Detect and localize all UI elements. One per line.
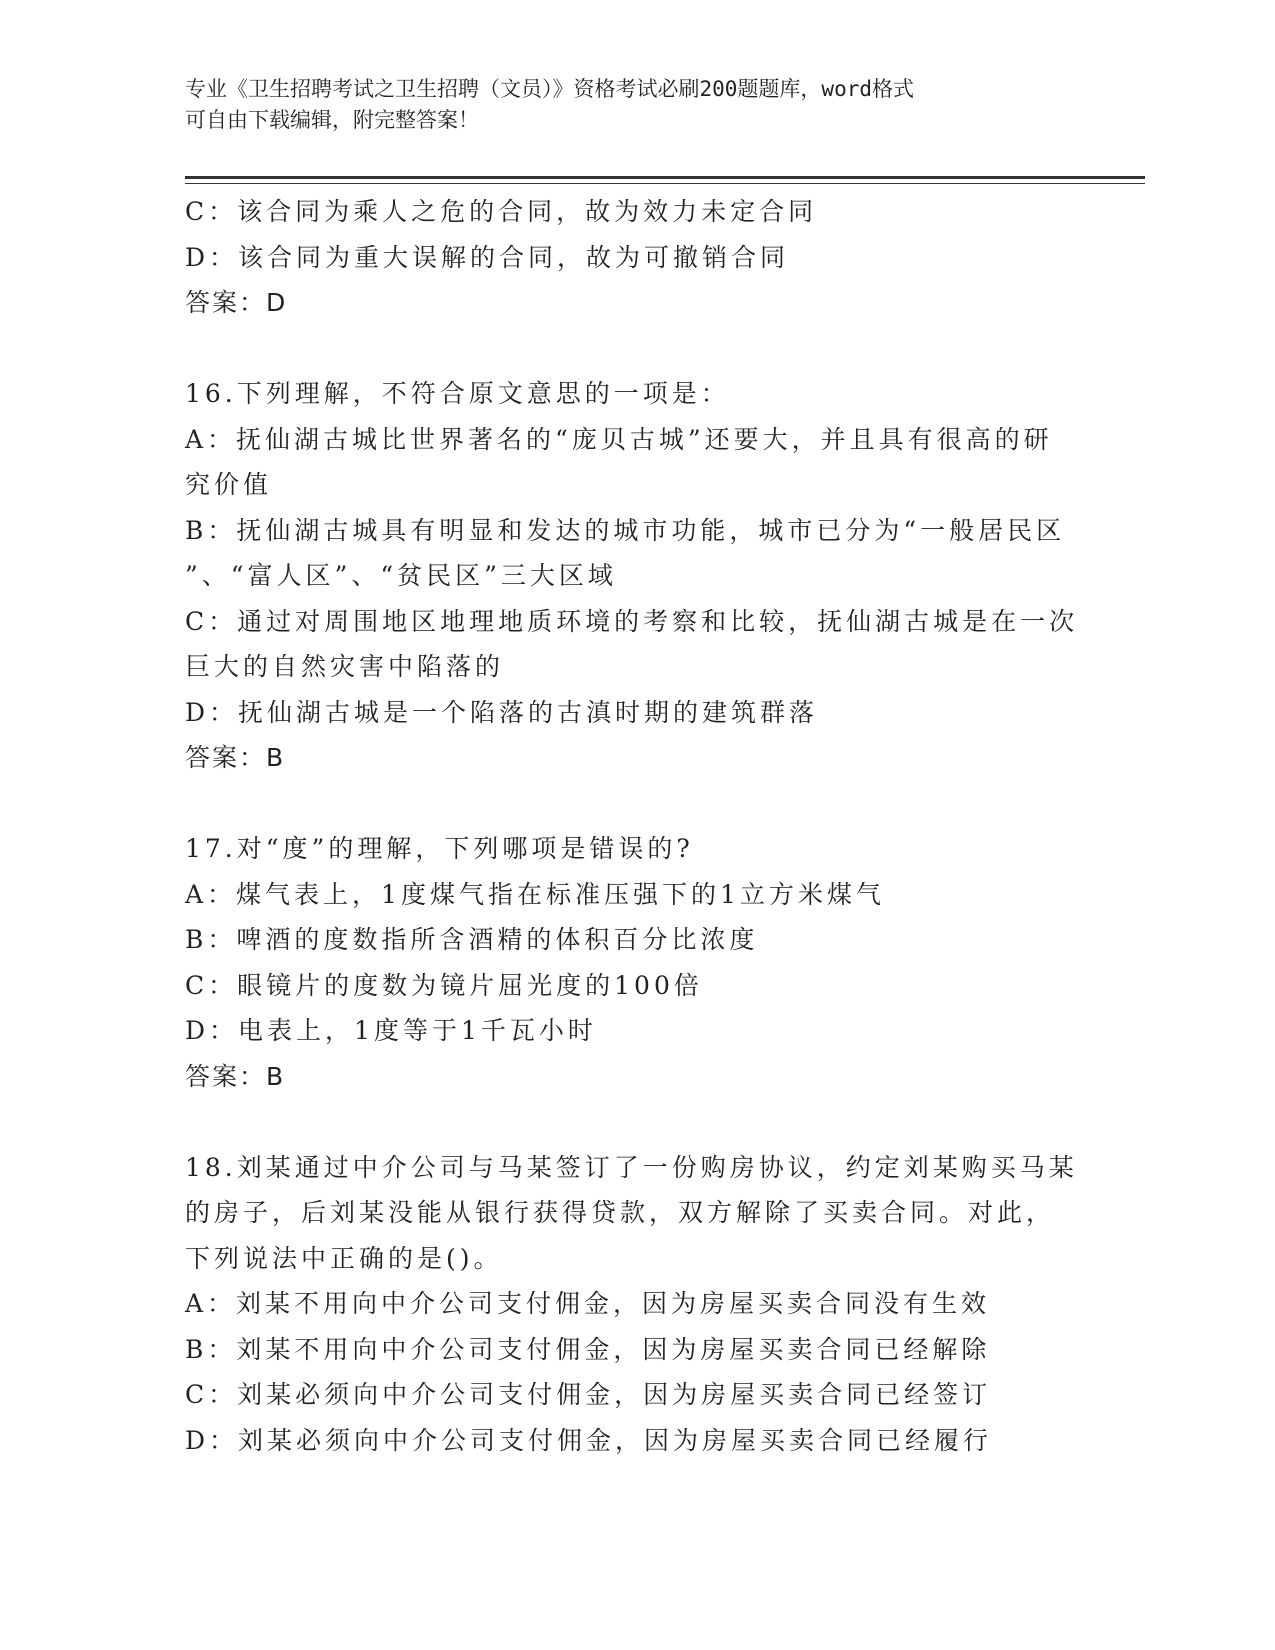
option-b: B：抚仙湖古城具有明显和发达的城市功能，城市已分为“一般居民区 — [185, 515, 1066, 545]
question-15-tail — [185, 189, 1075, 326]
option-d: D：电表上，1度等于1千瓦小时 — [185, 1016, 597, 1045]
question-list — [185, 189, 1079, 1463]
option-a: A：煤气表上，1度煤气指在标准压强下的1立方米煤气 — [185, 879, 885, 909]
option-b-continued: ”、“富人区”、“贫民区”三大区域 — [185, 561, 617, 590]
option-c: C：眼镜片的度数为镜片屈光度的100倍 — [185, 970, 703, 1000]
header-line-2: 可自由下载编辑，附完整答案！ — [185, 108, 479, 132]
header-rule-thin — [185, 183, 1145, 184]
question-stem: 17.对“度”的理解，下列哪项是错误的? — [185, 834, 694, 863]
spacer — [185, 326, 1075, 372]
question-stem-continued: 的房子，后刘某没能从银行获得贷款，双方解除了买卖合同。对此， — [185, 1198, 1056, 1227]
question-stem: 18.刘某通过中介公司与马某签订了一份购房协议，约定刘某购买马某 — [185, 1152, 1078, 1182]
question-17 — [185, 826, 1075, 1099]
spacer — [185, 1099, 1075, 1145]
question-18 — [185, 1145, 1078, 1464]
page-header — [185, 74, 1065, 136]
option-c: C：通过对周围地区地理地质环境的考察和比较，抚仙湖古城是在一次 — [185, 606, 1079, 636]
spacer — [185, 781, 1075, 827]
option-c-continued: 巨大的自然灾害中陷落的 — [185, 652, 505, 681]
option-b: B：刘某不用向中介公司支付佣金，因为房屋买卖合同已经解除 — [185, 1334, 991, 1364]
option-a: A：刘某不用向中介公司支付佣金，因为房屋买卖合同没有生效 — [185, 1289, 991, 1318]
question-stem: 16.下列理解，不符合原文意思的一项是： — [185, 379, 730, 408]
question-16 — [185, 371, 1079, 781]
option-b: B：啤酒的度数指所含酒精的体积百分比浓度 — [185, 925, 759, 954]
option-c: C：刘某必须向中介公司支付佣金，因为房屋买卖合同已经签订 — [185, 1380, 992, 1409]
option-d: D：刘某必须向中介公司支付佣金，因为房屋买卖合同已经履行 — [185, 1425, 993, 1455]
answer-line: 答案：B — [185, 743, 286, 772]
answer-line: 答案：D — [185, 288, 288, 317]
header-line-1: 专业《卫生招聘考试之卫生招聘（文员）》资格考试必刷200题题库，word格式 — [185, 77, 914, 101]
question-stem-continued: 下列说法中正确的是()。 — [185, 1243, 503, 1273]
option-d: D：抚仙湖古城是一个陷落的古滇时期的建筑群落 — [185, 697, 819, 727]
option-d: D：该合同为重大误解的合同，故为可撤销合同 — [185, 242, 790, 272]
answer-line: 答案：B — [185, 1061, 286, 1091]
option-a-continued: 究价值 — [185, 470, 273, 499]
option-a: A：抚仙湖古城比世界著名的“庞贝古城”还要大，并且具有很高的研 — [185, 424, 1053, 454]
option-c: C：该合同为乘人之危的合同，故为效力未定合同 — [185, 197, 818, 226]
header-rule-thick — [185, 176, 1145, 179]
